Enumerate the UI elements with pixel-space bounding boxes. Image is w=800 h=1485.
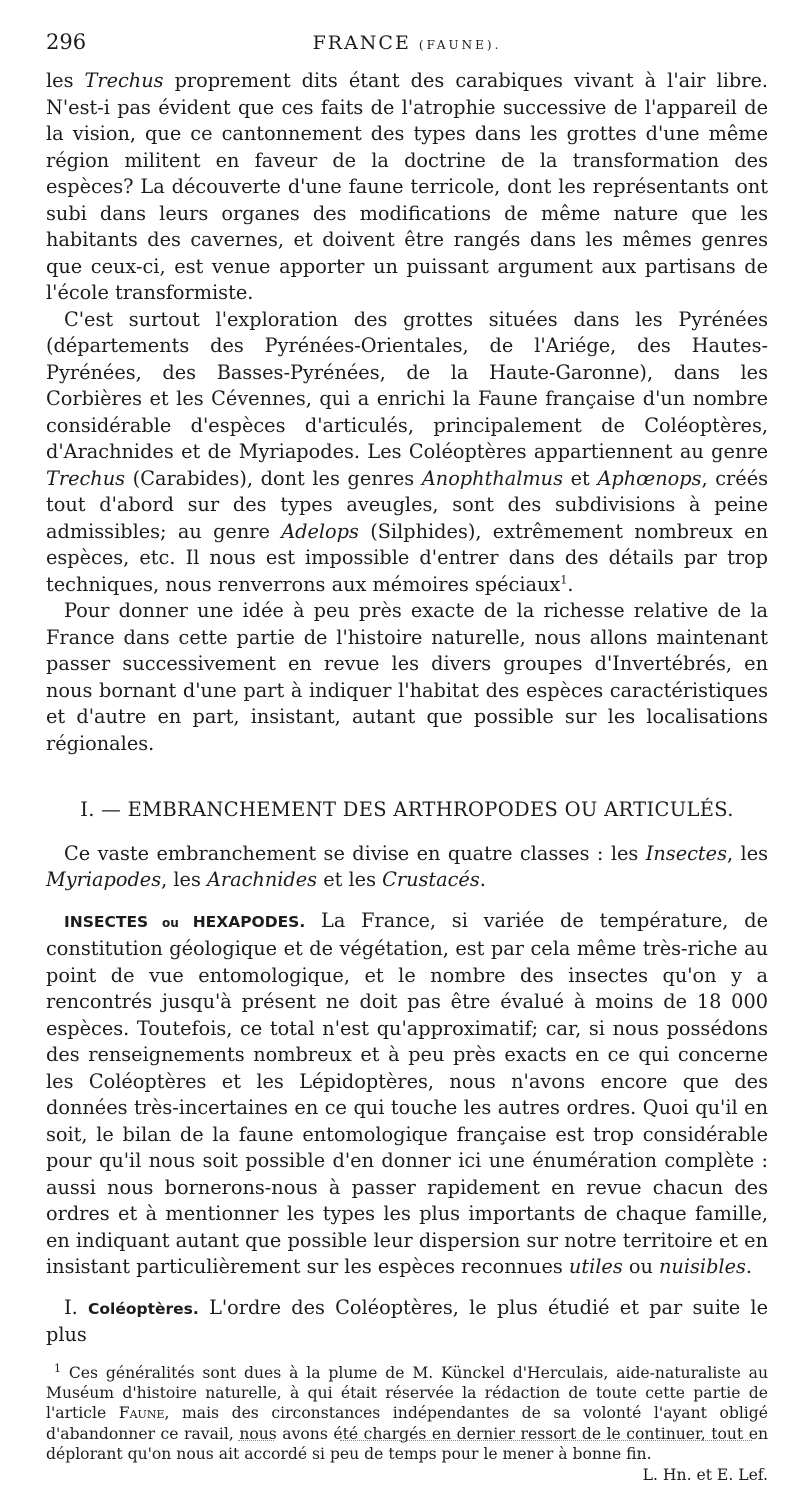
text-run: , les — [726, 841, 769, 865]
text-run: et — [563, 466, 598, 490]
text-run: . — [479, 868, 486, 891]
text-run: ou — [622, 1255, 660, 1278]
subsection-label: INSECTES — [64, 912, 149, 931]
body-text — [46, 68, 768, 1349]
text-run: C'est surtout l'exploration des grottes situées dans les Pyrénées (départements des Pyrénées-Orientales, de l'Ariége, des Hautes-Pyrénées, des Basses-Pyrénées, de la Haute-Garonne), dans les Corbières et les Cévennes, qui a enrichi la Faune française d'un nombre considérable d'espèces d'articulés, principalement de Coléoptères, d'Arachnides et de Myriapodes. Les Coléoptères appartiennent au genre — [46, 307, 768, 463]
genus-name: Trechus — [46, 466, 126, 490]
paragraph-3: Pour donner une idée à peu près exacte de la richesse relative de la France dans cette partie de l'histoire naturelle, nous allons maintenant passer successivement en revue les divers groupes d'Invertébrés, en nous bornant d'une part à indiquer l'habitat des espèces caractéristiques et d'autre en part, insistant, autant que possible sur les localisations régionales. — [46, 599, 768, 755]
paragraph-5 — [46, 908, 768, 1281]
running-title-main: FRANCE — [312, 32, 411, 54]
order-number: I. — [64, 1295, 89, 1319]
text-run: , créés tout d'abord sur des types aveugles, sont des subdivisions à peine admissibles; au genre — [46, 466, 768, 543]
text-run: (Carabides), dont les genres — [125, 466, 422, 490]
text-run: . — [567, 572, 574, 596]
genus-name: Anophthalmus — [421, 466, 563, 490]
class-name: Crustacés — [382, 868, 480, 891]
paragraph-1 — [46, 68, 768, 307]
running-title — [46, 32, 768, 54]
order-label: Coléoptères. — [88, 1299, 199, 1318]
paragraph-6 — [46, 1295, 768, 1349]
text-run: Ces généralités sont dues à la plume de M. Künckel d'Herculais, aide-naturaliste au Muséum d'histoire naturelle, à qui était réservée la rédaction de toute cette partie de l'article — [46, 1363, 768, 1423]
text-run: , mais des circonstances indépendantes de sa volonté l'ayant obligé d'abandonner ce ravail, nous avons été chargés en dernier ressort de le continuer, tout en déplorant qu'on nous ait accordé si peu de temps pour le mener à bonne fin. — [46, 1404, 769, 1464]
text-run: L'ordre des Coléoptères, le plus étudié et par suite le plus — [46, 1295, 768, 1346]
text-run: Ce vaste embranchement se divise en quatre classes : les — [64, 841, 646, 865]
section-heading: I. — EMBRANCHEMENT DES ARTHROPODES OU ARTICULÉS. — [80, 798, 734, 821]
print-artifact-left — [238, 1440, 274, 1444]
genus-name: Aphœnops — [597, 466, 702, 490]
class-name: Insectes — [645, 841, 727, 865]
genus-name: Trechus — [84, 69, 164, 92]
genus-name: Adelops — [281, 519, 359, 543]
class-name: Arachnides — [206, 868, 318, 891]
page-number: 296 — [46, 30, 87, 54]
class-name: Myriapodes — [46, 868, 162, 891]
subsection-label: HEXAPODES. — [192, 912, 306, 931]
subsection-label-conjunction: ou — [148, 915, 193, 930]
page-header — [46, 28, 768, 68]
text-run: . — [745, 1255, 753, 1278]
paragraph-4 — [46, 841, 768, 894]
text-run: les — [46, 69, 85, 92]
text-run: et les — [317, 868, 383, 891]
footnote-marker: 1 — [54, 1361, 61, 1375]
emphasis: utiles — [568, 1255, 623, 1278]
emphasis: nuisibles — [659, 1255, 746, 1278]
spacer — [46, 894, 768, 908]
footnote — [46, 1361, 769, 1484]
text-run: proprement dits étant des carabiques vivant à l'air libre. N'est-i pas évident que ces faits de l'atrophie successive de l'appareil de la vision, que ce cantonnement des types dans les grottes d'une même région militent en faveur de la doctrine de la transformation des espèces? La découverte d'une faune terricole, dont les représentants ont subi dans leurs organes des modifications de même nature que les habitants des cavernes, et doivent être rangés dans les mêmes genres que ceux-ci, est venue apporter un puissant argument aux partisans de l'école transformiste. — [46, 69, 768, 304]
footnotes — [46, 1361, 769, 1484]
paragraph-2 — [46, 307, 768, 599]
text-run: La France, si variée de température, de constitution géologique et de végétation, est par cela même très-riche au point de vue entomologique, et le nombre des insectes qu'on y a rencontrés jusqu'à présent ne doit pas être évalué à moins de 18 000 espèces. Toutefois, ce total n'est qu'approximatif; car, si nous possédons des renseignements nombreux et à peu près exacts en ce qui concerne les Coléoptères et les Lépidoptères, nous n'avons encore que des données très-incertaines en ce qui touche les autres ordres. Quoi qu'il en soit, le bilan de la faune entomologique française est trop considérable pour qu'il nous soit possible d'en donner ici une énumération complète : aussi nous bornerons-nous à passer rapidement en revue chacun des ordres et à mentionner les types les plus importants de chaque famille, en indiquant autant que possible leur dispersion sur notre territoire et en insistant particulièrement sur les espèces reconnues — [46, 908, 768, 1278]
running-title-sub: (FAUNE). — [418, 38, 502, 52]
spacer — [46, 1281, 768, 1295]
text-run: (Silphides), extrêmement nombreux en espèces, etc. Il nous est impossible d'entrer dans des détails par trop techniques, nous renverrons aux mémoires spéciaux — [46, 519, 769, 596]
article-name: Faune — [118, 1404, 165, 1423]
print-artifact-right — [340, 1440, 752, 1444]
footnote-reference[interactable]: 1 — [560, 573, 568, 587]
page — [46, 28, 768, 1485]
footnote-signature: L. Hn. et E. Lef. — [642, 1465, 768, 1484]
text-run: , les — [161, 868, 207, 891]
